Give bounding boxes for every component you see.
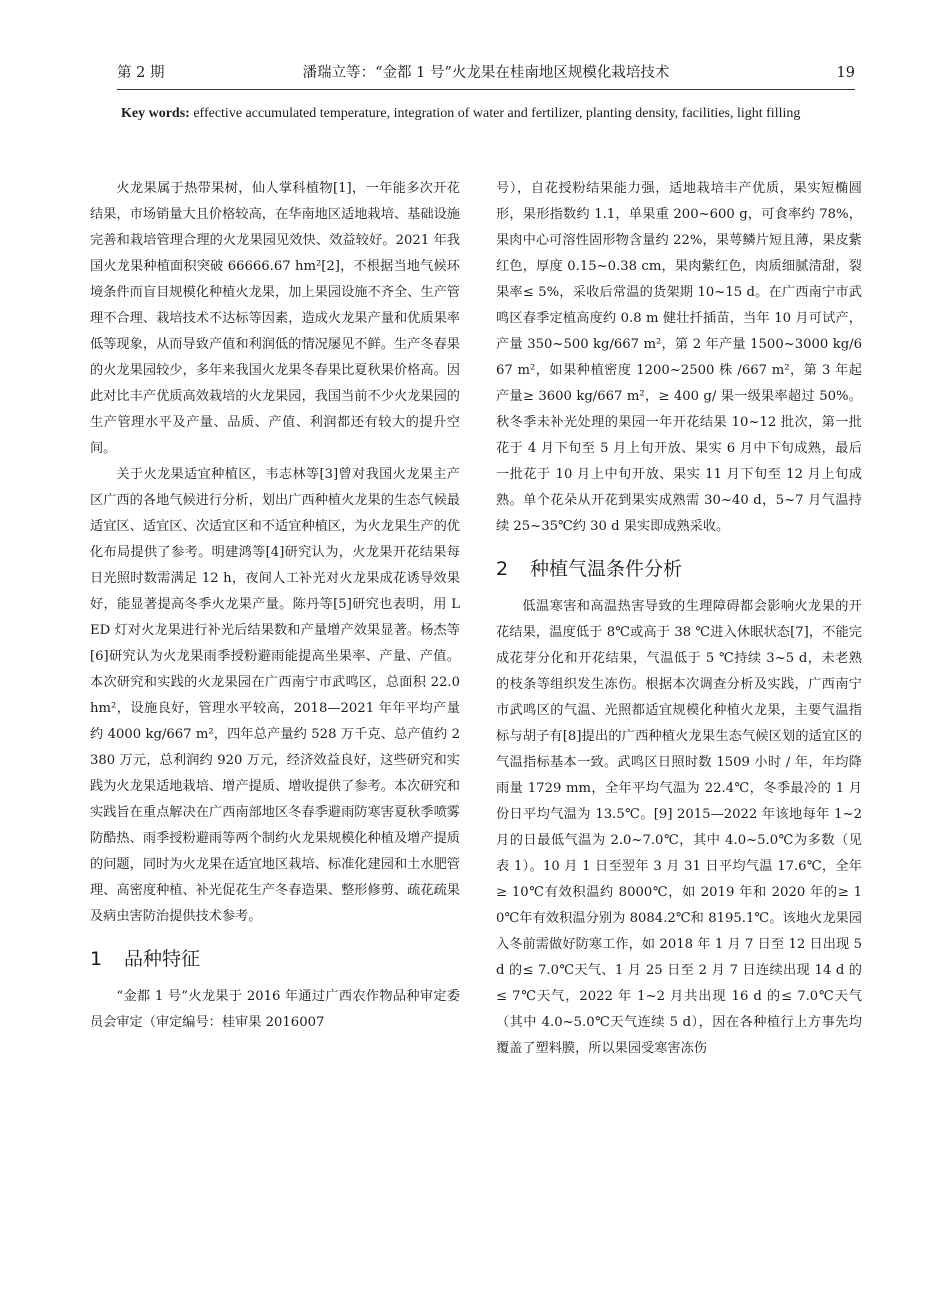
section-heading-1: [90, 944, 460, 974]
issue-number: 第 2 期: [117, 65, 165, 81]
section-number: 1: [90, 948, 103, 970]
section-number: 2: [496, 558, 509, 580]
section-heading-2: [496, 554, 862, 584]
running-title: 潘瑞立等：“金都 1 号”火龙果在桂南地区规模化栽培技术: [302, 65, 670, 81]
running-header: [117, 62, 855, 84]
paragraph-intro-1: 火龙果属于热带果树，仙人掌科植物[1]，一年能多次开花结果，市场销量大且价格较高，在华南地区适地栽培、基础设施完善和栽培管理合理的火龙果园见效快、效益较好。2021 年我国火龙果种植面积突破 66666.67 hm²[2]，不根据当地气候环境条件而盲目规模化种植火龙果，加上果园设施不齐全、生产管理不合理、栽培技术不达标等因素，造成火龙果产量和优质果率低等现象，从而导致产值和利润低的情况屡见不鲜。生产冬春果的火龙果园较少，多年来我国火龙果冬春果比夏秋果价格高。因此对比丰产优质高效栽培的火龙果园，我国当前不少火龙果园的生产管理水平及产量、品质、产值、利润都还有较大的提升空间。: [90, 181, 460, 456]
section-title: 品种特征: [124, 948, 201, 970]
keywords-block: [121, 101, 850, 126]
paragraph-temperature: 低温寒害和高温热害导致的生理障碍都会影响火龙果的开花结果，温度低于 8℃或高于 38 ℃进入休眠状态[7]，不能完成花芽分化和开花结果，气温低于 5 ℃持续 3~5 d，未老熟的枝条等组织发生冻伤。根据本次调查分析及实践，广西南宁市武鸣区的气温、光照都适宜规模化种植火龙果，主要气温指标与胡子有[8]提出的广西种植火龙果生态气候区划的适宜区的气温指标基本一致。武鸣区日照时数 1509 小时 / 年，年均降雨量 1729 mm，全年平均气温为 22.4℃，冬季最冷的 1 月份日平均气温为 13.5℃。[9] 2015—2022 年该地每年 1~2 月的日最低气温为 2.0~7.0℃，其中 4.0~5.0℃为多数（见表 1）。10 月 1 日至翌年 3 月 31 日平均气温 17.6℃，全年≥ 10℃有效积温约 8000℃，如 2019 年和 2020 年的≥ 10℃年有效积温分别为 8084.2℃和 8195.1℃。该地火龙果园入冬前需做好防寒工作，如 2018 年 1 月 7 日至 12 日出现 5 d 的≤ 7.0℃天气、1 月 25 日至 2 月 7 日连续出现 14 d 的≤ 7℃天气，2022 年 1~2 月共出现 16 d 的≤ 7.0℃天气（其中 4.0~5.0℃天气连续 5 d），因在各种植行上方事先均覆盖了塑料膜，所以果园受寒害冻伤: [496, 599, 862, 1056]
paragraph-variety-2: 号），自花授粉结果能力强，适地栽培丰产优质，果实短椭圆形，果形指数约 1.1，单果重 200~600 g，可食率约 78%，果肉中心可溶性固形物含量约 22%，果萼鳞片短且薄，果皮紫红色，厚度 0.15~0.38 cm，果肉紫红色，肉质细腻清甜，裂果率≤ 5%，采收后常温的货架期 10~15 d。在广西南宁市武鸣区春季定植高度约 0.8 m 健壮扦插苗，当年 10 月可试产，产量 350~500 kg/667 m²，第 2 年产量 1500~3000 kg/667 m²，如果种植密度 1200~2500 株 /667 m²，第 3 年起产量≥ 3600 kg/667 m²，≥ 400 g/ 果一级果率超过 50%。秋冬季未补光处理的果园一年开花结果 10~12 批次，第一批花于 4 月下旬至 5 月上旬开放、果实 6 月中下旬成熟，最后一批花于 10 月上中旬开放、果实 11 月下旬至 12 月上旬成熟。单个花朵从开花到果实成熟需 30~40 d，5~7 月气温持续 25~35℃约 30 d 果实即成熟采收。: [496, 181, 862, 534]
left-column: [90, 176, 460, 1036]
page-number: 19: [836, 65, 855, 81]
keywords-label: Key words:: [121, 106, 190, 121]
right-column: [496, 176, 862, 1062]
paragraph-intro-2: 关于火龙果适宜种植区，韦志林等[3]曾对我国火龙果主产区广西的各地气候进行分析，划出广西种植火龙果的生态气候最适宜区、适宜区、次适宜区和不适宜种植区，为火龙果生产的优化布局提供了参考。明建鸿等[4]研究认为，火龙果开花结果每日光照时数需满足 12 h，夜间人工补光对火龙果成花诱导效果好，能显著提高冬季火龙果产量。陈丹等[5]研究也表明，用 LED 灯对火龙果进行补光后结果数和产量增产效果显著。杨杰等[6]研究认为火龙果雨季授粉避雨能提高坐果率、产量、产值。本次研究和实践的火龙果园在广西南宁市武鸣区，总面积 22.0 hm²，设施良好，管理水平较高，2018—2021 年年平均产量约 4000 kg/667 m²，四年总产量约 528 万千克、总产值约 2380 万元，总利润约 920 万元，经济效益良好，这些研究和实践为火龙果适地栽培、增产提质、增收提供了参考。本次研究和实践旨在重点解决在广西南部地区冬春季避雨防寒害夏秋季喷雾防酷热、雨季授粉避雨等两个制约火龙果规模化种植及增产提质的问题，同时为火龙果在适宜地区栽培、标准化建园和土水肥管理、高密度种植、补光促花生产冬春造果、整形修剪、疏花疏果及病虫害防治提供技术参考。: [90, 467, 460, 924]
keywords-text: effective accumulated temperature, integration of water and fertilizer, planting density, facilities, light filling: [193, 106, 801, 121]
section-title: 种植气温条件分析: [530, 558, 683, 580]
paragraph-variety-1: “金都 1 号”火龙果于 2016 年通过广西农作物品种审定委员会审定（审定编号：桂审果 2016007: [90, 989, 460, 1030]
header-rule: [117, 89, 855, 90]
